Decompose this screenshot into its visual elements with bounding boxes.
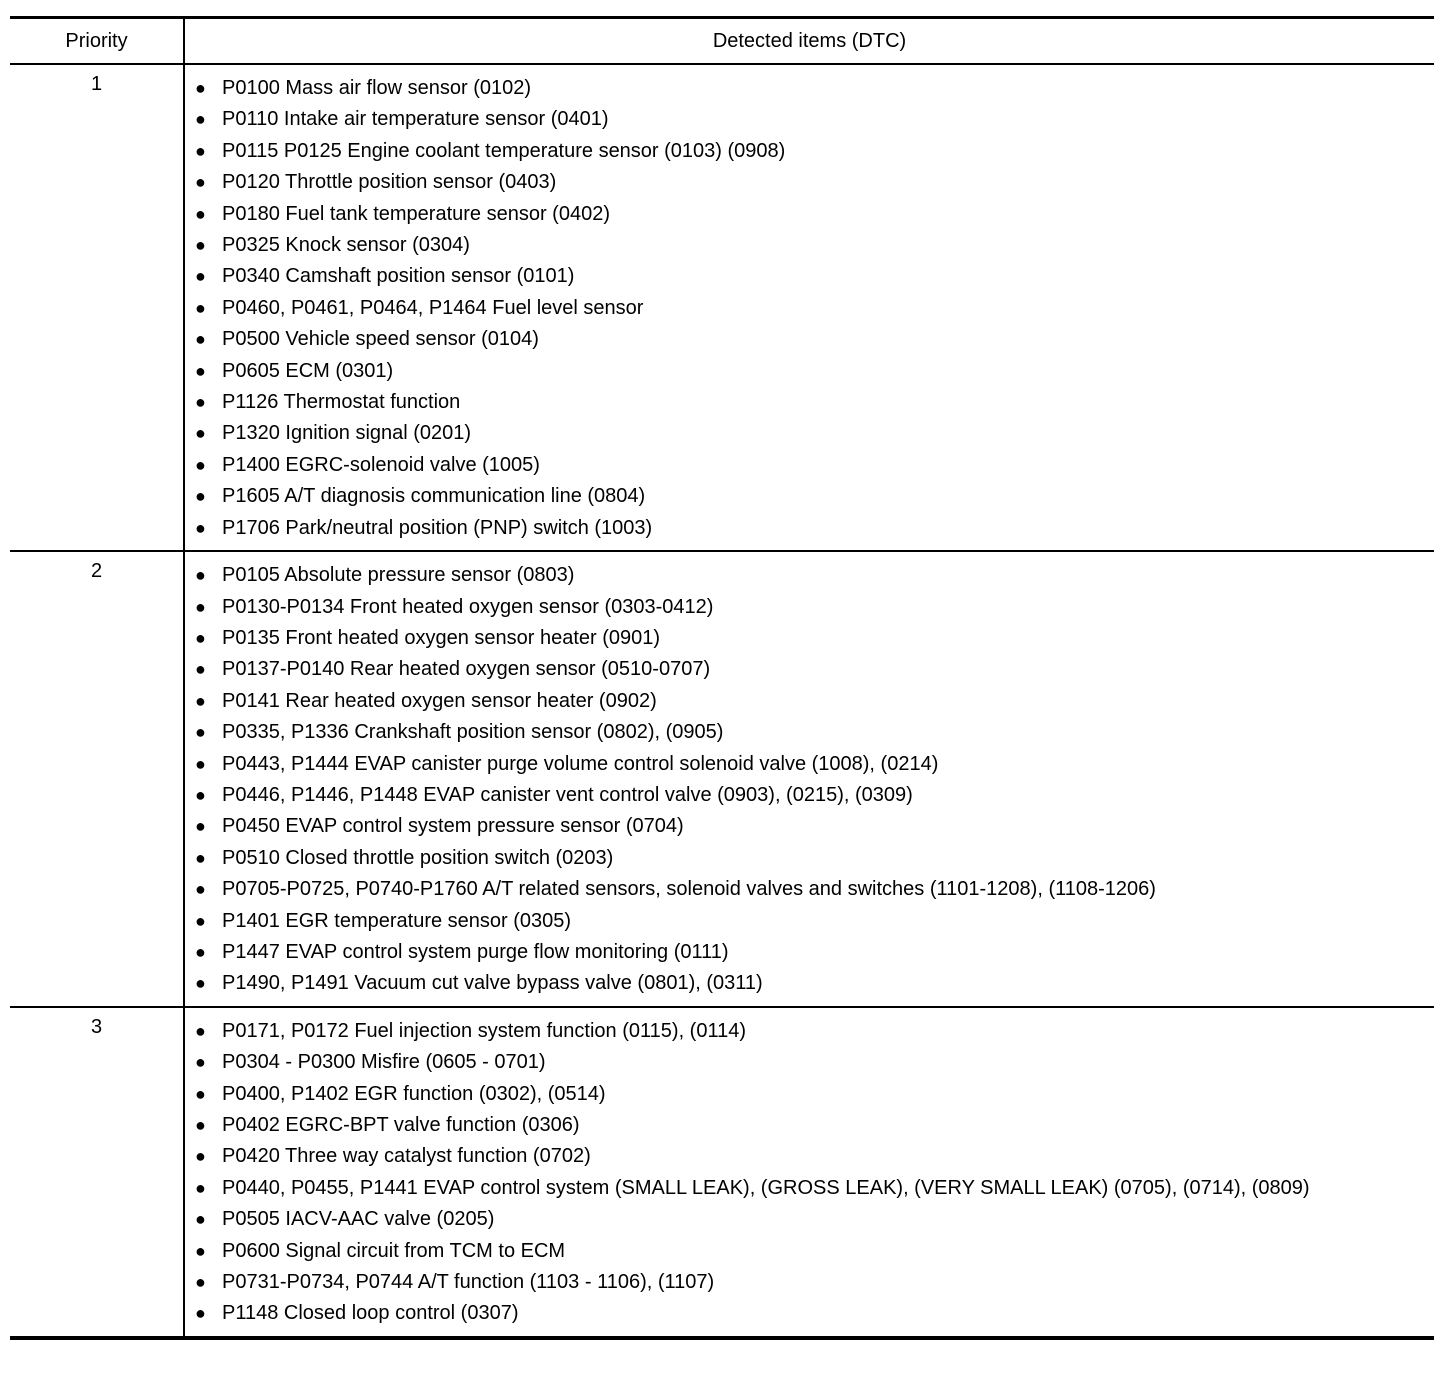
dtc-item-text: P0135 Front heated oxygen sensor heater (0901) bbox=[222, 626, 661, 649]
dtc-item-text: P0180 Fuel tank temperature sensor (0402) bbox=[222, 202, 610, 225]
dtc-list-item bbox=[195, 418, 1434, 449]
dtc-item-text: P0130-P0134 Front heated oxygen sensor (0303-0412) bbox=[222, 595, 714, 618]
bullet-icon: ● bbox=[195, 596, 206, 617]
dtc-item-text: P0705-P0725, P0740-P1760 A/T related sensors, solenoid valves and switches (1101-1208), (1108-1206) bbox=[222, 878, 1156, 901]
table-header-row bbox=[10, 19, 1434, 65]
dtc-list-item bbox=[195, 780, 1434, 811]
bullet-icon: ● bbox=[195, 78, 206, 98]
priority-group-row bbox=[10, 1008, 1434, 1336]
bullet-icon: ● bbox=[195, 329, 206, 350]
dtc-item-text: P0100 Mass air flow sensor (0102) bbox=[222, 77, 532, 99]
dtc-item-text: P1320 Ignition signal (0201) bbox=[222, 422, 472, 445]
bullet-icon: ● bbox=[195, 1272, 206, 1293]
dtc-item-text: P1706 Park/neutral position (PNP) switch (1003) bbox=[222, 516, 653, 539]
bullet-icon: ● bbox=[195, 1020, 206, 1041]
dtc-item-text: P0171, P0172 Fuel injection system function (0115), (0114) bbox=[222, 1019, 747, 1042]
dtc-item-list bbox=[185, 1008, 1434, 1336]
bullet-icon: ● bbox=[195, 360, 206, 381]
bullet-icon: ● bbox=[195, 847, 206, 868]
bullet-icon: ● bbox=[195, 109, 206, 130]
bullet-icon: ● bbox=[195, 565, 206, 586]
dtc-item-text: P0110 Intake air temperature sensor (0401) bbox=[222, 108, 609, 131]
dtc-list-item bbox=[195, 906, 1434, 937]
dtc-list-item bbox=[195, 717, 1434, 748]
dtc-item-text: P0440, P0455, P1441 EVAP control system (SMALL LEAK), (GROSS LEAK), (VERY SMALL LEAK) (0705), (0714), (0809) bbox=[222, 1176, 1310, 1199]
dtc-item-text: P1401 EGR temperature sensor (0305) bbox=[222, 909, 572, 932]
dtc-item-text: P0402 EGRC-BPT valve function (0306) bbox=[222, 1114, 580, 1136]
dtc-list-item bbox=[195, 1173, 1434, 1204]
bullet-icon: ● bbox=[195, 454, 206, 475]
bullet-icon: ● bbox=[195, 816, 206, 837]
dtc-list-item bbox=[195, 324, 1434, 355]
bullet-icon: ● bbox=[195, 753, 206, 774]
dtc-item-text: P1490, P1491 Vacuum cut valve bypass valve (0801), (0311) bbox=[222, 972, 763, 995]
dtc-item-text: P0443, P1444 EVAP canister purge volume control solenoid valve (1008), (0214) bbox=[222, 752, 939, 775]
dtc-list-item bbox=[195, 749, 1434, 780]
bullet-icon: ● bbox=[195, 973, 206, 994]
dtc-list-item bbox=[195, 199, 1434, 230]
priority-group-row bbox=[10, 552, 1434, 1008]
dtc-list-item bbox=[195, 592, 1434, 623]
bullet-icon: ● bbox=[195, 1209, 206, 1230]
dtc-list-item bbox=[195, 104, 1434, 135]
bullet-icon: ● bbox=[195, 1115, 206, 1135]
dtc-item-text: P0340 Camshaft position sensor (0101) bbox=[222, 265, 575, 288]
dtc-item-text: P0400, P1402 EGR function (0302), (0514) bbox=[222, 1082, 606, 1105]
dtc-list-item bbox=[195, 387, 1434, 418]
dtc-list-item bbox=[195, 874, 1434, 905]
bullet-icon: ● bbox=[195, 423, 206, 444]
dtc-item-text: P0510 Closed throttle position switch (0203) bbox=[222, 846, 614, 869]
table-bottom-rule bbox=[10, 1336, 1434, 1340]
priority-value: 2 bbox=[10, 552, 185, 1006]
dtc-item-text: P1400 EGRC-solenoid valve (1005) bbox=[222, 453, 540, 476]
dtc-item-text: P0137-P0140 Rear heated oxygen sensor (0510-0707) bbox=[222, 658, 711, 681]
dtc-item-text: P0505 IACV-AAC valve (0205) bbox=[222, 1208, 495, 1231]
bullet-icon: ● bbox=[195, 879, 206, 900]
dtc-item-text: P0460, P0461, P0464, P1464 Fuel level sensor bbox=[222, 296, 644, 319]
dtc-list-item bbox=[195, 513, 1434, 544]
dtc-item-text: P0600 Signal circuit from TCM to ECM bbox=[222, 1239, 566, 1262]
dtc-list-item bbox=[195, 654, 1434, 685]
bullet-icon: ● bbox=[195, 1303, 206, 1324]
dtc-list-item bbox=[195, 843, 1434, 874]
bullet-icon: ● bbox=[195, 266, 206, 287]
dtc-item-list bbox=[185, 552, 1434, 1006]
bullet-icon: ● bbox=[195, 784, 206, 805]
dtc-item-text: P0731-P0734, P0744 A/T function (1103 - 1106), (1107) bbox=[222, 1271, 715, 1294]
dtc-list-item bbox=[195, 1016, 1434, 1047]
dtc-list-item bbox=[195, 623, 1434, 654]
dtc-item-text: P0420 Three way catalyst function (0702) bbox=[222, 1145, 591, 1168]
bullet-icon: ● bbox=[195, 486, 206, 507]
dtc-list-item bbox=[195, 1267, 1434, 1298]
dtc-list-item bbox=[195, 136, 1434, 167]
bullet-icon: ● bbox=[195, 627, 206, 648]
bullet-icon: ● bbox=[195, 659, 206, 680]
dtc-list-item bbox=[195, 1298, 1434, 1329]
dtc-list-item bbox=[195, 1110, 1434, 1141]
table-body bbox=[10, 65, 1434, 1336]
dtc-list-item bbox=[195, 686, 1434, 717]
dtc-item-text: P0115 P0125 Engine coolant temperature sensor (0103) (0908) bbox=[222, 139, 786, 162]
priority-value: 3 bbox=[10, 1008, 185, 1336]
dtc-item-text: P1605 A/T diagnosis communication line (0804) bbox=[222, 485, 646, 508]
bullet-icon: ● bbox=[195, 1146, 206, 1167]
dtc-item-text: P1126 Thermostat function bbox=[222, 391, 461, 414]
dtc-list-item bbox=[195, 73, 1434, 104]
bullet-icon: ● bbox=[195, 1052, 206, 1073]
bullet-icon: ● bbox=[195, 517, 206, 538]
bullet-icon: ● bbox=[195, 941, 206, 962]
bullet-icon: ● bbox=[195, 297, 206, 318]
dtc-list-item bbox=[195, 167, 1434, 198]
bullet-icon: ● bbox=[195, 1083, 206, 1104]
detected-items-column-header: Detected items (DTC) bbox=[712, 29, 907, 52]
dtc-list-item bbox=[195, 560, 1434, 591]
dtc-list-item bbox=[195, 293, 1434, 324]
dtc-item-text: P0325 Knock sensor (0304) bbox=[222, 234, 470, 257]
dtc-item-text: P0450 EVAP control system pressure sensor (0704) bbox=[222, 815, 684, 838]
bullet-icon: ● bbox=[195, 235, 206, 256]
dtc-list-item bbox=[195, 261, 1434, 292]
bullet-icon: ● bbox=[195, 1177, 206, 1198]
dtc-item-text: P1447 EVAP control system purge flow monitoring (0111) bbox=[222, 940, 729, 963]
dtc-item-text: P0304 - P0300 Misfire (0605 - 0701) bbox=[222, 1051, 546, 1074]
priority-group-row bbox=[10, 65, 1434, 552]
bullet-icon: ● bbox=[195, 203, 206, 224]
dtc-list-item bbox=[195, 1079, 1434, 1110]
dtc-item-text: P0500 Vehicle speed sensor (0104) bbox=[222, 328, 539, 351]
dtc-list-item bbox=[195, 811, 1434, 842]
dtc-list-item bbox=[195, 356, 1434, 387]
dtc-list-item bbox=[195, 1236, 1434, 1267]
bullet-icon: ● bbox=[195, 140, 206, 161]
dtc-item-list bbox=[185, 65, 1434, 550]
dtc-item-text: P0335, P1336 Crankshaft position sensor (0802), (0905) bbox=[222, 721, 724, 744]
dtc-list-item bbox=[195, 230, 1434, 261]
dtc-item-text: P0141 Rear heated oxygen sensor heater (0902) bbox=[222, 689, 657, 712]
dtc-item-text: P0105 Absolute pressure sensor (0803) bbox=[222, 564, 575, 587]
dtc-list-item bbox=[195, 1047, 1434, 1078]
priority-column-header: Priority bbox=[10, 19, 185, 63]
dtc-item-text: P0446, P1446, P1448 EVAP canister vent control valve (0903), (0215), (0309) bbox=[222, 783, 913, 806]
bullet-icon: ● bbox=[195, 910, 206, 931]
bullet-icon: ● bbox=[195, 172, 206, 193]
dtc-priority-table bbox=[10, 16, 1434, 1340]
bullet-icon: ● bbox=[195, 392, 206, 413]
dtc-item-text: P0120 Throttle position sensor (0403) bbox=[222, 171, 557, 194]
dtc-list-item bbox=[195, 1141, 1434, 1172]
dtc-list-item bbox=[195, 1204, 1434, 1235]
dtc-list-item bbox=[195, 450, 1434, 481]
dtc-item-text: P0605 ECM (0301) bbox=[222, 359, 394, 382]
dtc-list-item bbox=[195, 481, 1434, 512]
bullet-icon: ● bbox=[195, 1240, 206, 1261]
priority-value: 1 bbox=[10, 65, 185, 550]
dtc-item-text: P1148 Closed loop control (0307) bbox=[222, 1302, 519, 1325]
dtc-list-item bbox=[195, 968, 1434, 999]
bullet-icon: ● bbox=[195, 690, 206, 711]
dtc-list-item bbox=[195, 937, 1434, 968]
bullet-icon: ● bbox=[195, 722, 206, 743]
